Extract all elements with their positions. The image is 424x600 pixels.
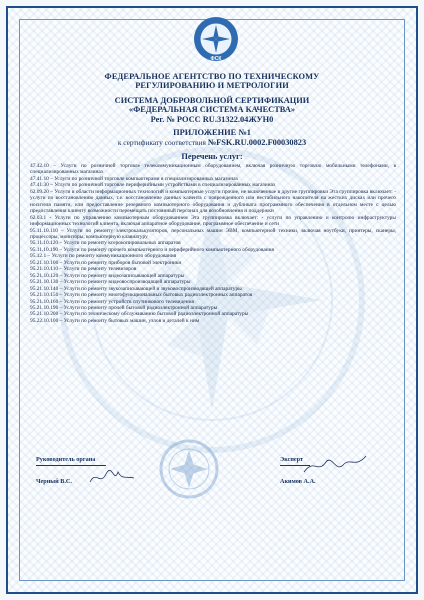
list-item: 95.11.10.110 – Услуги по ремонту электрокалькуляторов, персональных машин ЭВМ, компьютерной техники, включая ноутбуки, принтеры, сканеры, процессоры, мониторы, компьютерную клавиатуру <box>30 227 396 240</box>
system-line-2: «ФЕДЕРАЛЬНАЯ СИСТЕМА КАЧЕСТВА» <box>128 105 296 115</box>
list-item: 95.12.1 – Услуги по ремонту коммуникационного оборудования <box>30 253 177 260</box>
list-item: 95.21.10.140 – Услуги по ремонту звукозаписывающей и звуковоспроизводящей аппаратуры <box>30 285 242 292</box>
expert-signature-icon <box>300 452 370 478</box>
list-item: 62.03.1 - Услуги по управлению компьютерным оборудованием Эта группировка включает: - услуги по управлению и контролю инфраструктуры информационных технологий клиента, включая аппаратное оборудование, программное обеспечение и сети <box>30 214 396 228</box>
list-item: 95.11.10.120 – Услуги по ремонту ксерокопировальных аппаратов <box>30 240 181 247</box>
registration-number: Рег. № РОСС RU.31322.04ЖУН0 <box>150 114 274 124</box>
head-label: Руководитель органа <box>36 456 96 463</box>
seal-stamp-icon <box>146 438 232 500</box>
list-item: 62.09.20 – Услуги в области информационных технологий и компьютерные услуги прочие, не включенные в другие группировки Эта группировка включает: - услуги по восстановлению данных, т.е. восстановление данных клиента с поврежденного или нестабильного накопителя на жестких дисках или прочего носителя памяти, или предоставление резервного компьютерного оборудования и дубликата программного обеспечения в отдельном месте с целью предоставления клиенту возможности перемещать постоянный персонал для возобновления и поддержки <box>30 188 396 215</box>
agency-line-1: ФЕДЕРАЛЬНОЕ АГЕНТСТВО ПО ТЕХНИЧЕСКОМУ <box>104 72 320 81</box>
list-item: 95.21.10.110 – Услуги по ремонту телевизоров <box>30 266 137 273</box>
system-line-1: СИСТЕМА ДОБРОВОЛЬНОЙ СЕРТИФИКАЦИИ <box>114 96 310 105</box>
list-item: 95.21.10.150 – Услуги по ремонту многофункциональных бытовых радиоэлектронных аппаратов <box>30 292 253 299</box>
list-item: 95.21.10.120 – Услуги по ремонту видеозаписывающей аппаратуры <box>30 272 185 279</box>
list-item: 95.21.10.200 – Услуги по техническому обслуживанию бытовой радиоэлектронной аппаратуры <box>30 311 249 318</box>
expert-name: Акимов А.А. <box>280 478 316 485</box>
expert-label: Эксперт <box>280 456 304 463</box>
agency-line-2: РЕГУЛИРОВАНИЮ И МЕТРОЛОГИИ <box>135 81 289 91</box>
head-signature-icon <box>88 466 136 488</box>
list-item: 95.21.10.160 – Услуги по ремонту устройств спутникового телевидения <box>30 298 194 305</box>
list-item: 95.11.10.190 – Услуги по ремонту прочего компьютерного и периферийного компьютерного оборудования <box>30 246 274 253</box>
cert-prefix: к сертификату соответствия <box>117 138 208 147</box>
list-item: 95.22.10.100 – Услуги по ремонту бытовых машин, узлов и деталей к ним <box>30 317 200 324</box>
certificate-reference <box>30 138 394 147</box>
certificate-number: №FSK.RU.0002.F00030823 <box>207 138 307 147</box>
list-item: 95.21.10.130 – Услуги по ремонту видеовоспроизводящей аппаратуры <box>30 279 191 286</box>
fsk-emblem-icon <box>193 16 239 62</box>
emblem-label: ФСК <box>210 56 222 62</box>
agency-heading <box>30 72 394 91</box>
services-list-title: Перечень услуг: <box>181 152 243 161</box>
head-name: Черный В.С. <box>36 478 72 485</box>
list-item: 47.41.10 – Услуги по розничной торговле компьютерами в специализированных магазинах <box>30 175 239 182</box>
services-list <box>30 163 396 324</box>
list-item: 47.42.10 – Услуги по розничной торговле телекоммуникационным оборудованием, включая розничную торговлю мобильными телефонами, в специализированных магазинах <box>30 163 396 176</box>
list-item: 47.41.30 – Услуги по розничной торговле периферийными устройствами в специализированных магазинах <box>30 182 276 189</box>
list-item: 95.21.10.190 – Услуги по ремонту прочей бытовой радиоэлектронной аппаратуры <box>30 304 218 311</box>
appendix-title: ПРИЛОЖЕНИЕ №1 <box>173 128 251 137</box>
list-item: 95.21.10.100 – Услуги по ремонту приборов бытовой электроники <box>30 259 182 266</box>
system-heading <box>30 96 394 124</box>
